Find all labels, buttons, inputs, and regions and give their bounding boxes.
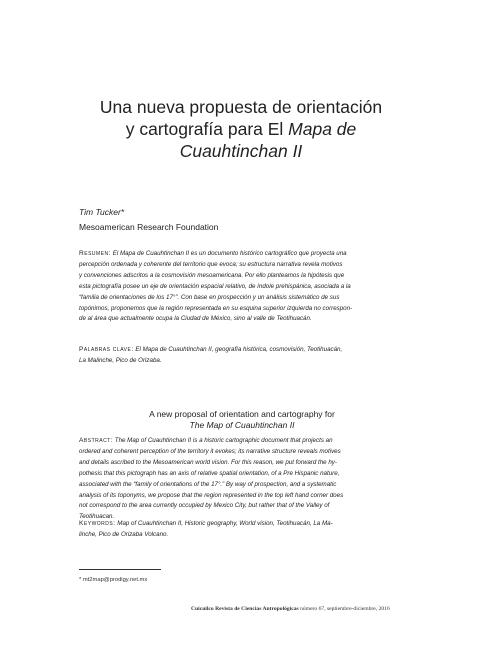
author-name: Tim Tucker*	[79, 207, 125, 217]
journal-footer	[191, 606, 390, 612]
title-line-2	[60, 118, 422, 140]
resumen-line: topónimos, proponemos que la región representada en su esquina superior izquierda no correspon-	[79, 304, 353, 312]
abstract-line	[79, 436, 405, 447]
resumen-label: Resumen:	[79, 250, 111, 257]
abstract-line: ordered and coherent perception of the territory it evokes; its narrative structure reveals motives	[79, 447, 341, 455]
title-line-1: Una nueva propuesta de orientación	[99, 97, 383, 117]
keywords-label: Keywords:	[79, 520, 116, 527]
resumen-line: esta pictografía posee un eje de orientación espacial relativo, de índole prehispánica, asociada a la	[79, 282, 351, 290]
title-line-3-italic: Cuauhtinchan II	[179, 141, 303, 161]
keywords-line	[79, 519, 405, 530]
resumen-line: “familia de orientaciones de los 17°”. Con base en prospección y un análisis sistemático de sus	[79, 293, 340, 301]
keywords-block	[79, 519, 405, 541]
palabras-line	[79, 345, 405, 356]
abstract-line: pothesis that this pictograph has an axis of relative spatial orientation, of a Pre Hispanic nature,	[79, 469, 340, 477]
resumen-line: y convenciones adscritos a la cosmovisión mesoamericana. Por ello planteamos la hipótesis que	[79, 271, 345, 279]
resumen-line: de al área que actualmente ocupa la Ciudad de México, sino al valle de Teotihuacán.	[79, 315, 312, 323]
abstract-line: Teotihuacan.	[79, 513, 115, 521]
keywords-line: linche, Pico de Orizaba Volcano.	[79, 530, 169, 538]
keywords-line-text: Map of Cuauhtinchan II, Historic geography, World vision, Teotihuacán, La Ma-	[115, 520, 333, 527]
journal-issue: número 67, septiembre-diciembre, 2016	[298, 606, 390, 612]
palabras-clave-block	[79, 345, 405, 367]
title-line-3	[60, 140, 422, 162]
title-line-2-italic: Mapa de	[288, 119, 357, 139]
footnote-rule	[79, 569, 161, 570]
english-title-line-1: A new proposal of orientation and cartography for	[149, 409, 335, 419]
resumen-block	[79, 249, 405, 325]
abstract-line-text: The Map of Cuauhtinchan II is a historic cartographic document that projects an	[113, 437, 333, 444]
abstract-line: not correspond to the area currently occupied by Mexico City, but rather that of the Valley of	[79, 502, 330, 510]
author-affiliation: Mesoamerican Research Foundation	[79, 222, 219, 232]
abstract-line: and details ascribed to the Mesoamerican world vision. For this reason, we put forward the hy-	[79, 458, 337, 466]
abstract-label: Abstract:	[79, 437, 114, 444]
palabras-line-text: El Mapa de Cuauhtinchan II, geografía histórica, cosmovisión, Teotihuacán,	[133, 346, 343, 353]
english-title	[79, 409, 405, 431]
english-title-line-2	[79, 420, 405, 431]
english-title-italic: The Map of Cuauhtinchan II	[189, 420, 295, 430]
palabras-line: La Malinche, Pico de Orizaba.	[79, 356, 162, 364]
abstract-line: analysis of its toponyms, we propose that the region represented in the top left hand corner does	[79, 491, 344, 499]
abstract-block	[79, 436, 405, 523]
footnote-email: * mt2map@prodigy.net.mx	[79, 577, 148, 583]
article-title	[60, 96, 422, 162]
abstract-line: associated with the “family of orientations of the 17°.” By way of prospection, and a systematic	[79, 480, 337, 488]
journal-name: Cuicuilco Revista de Ciencias Antropológicas	[191, 606, 299, 612]
resumen-line-text: El Mapa de Cuauhtinchan II es un documento histórico cartográfico que proyecta una	[111, 250, 347, 257]
title-line-2-text: y cartografía para El	[125, 119, 289, 139]
palabras-label: Palabras clave:	[79, 346, 134, 353]
resumen-line	[79, 249, 405, 260]
resumen-line: percepción ordenada y coherente del territorio que evoca; su estructura narrativa revela motivos	[79, 260, 343, 268]
